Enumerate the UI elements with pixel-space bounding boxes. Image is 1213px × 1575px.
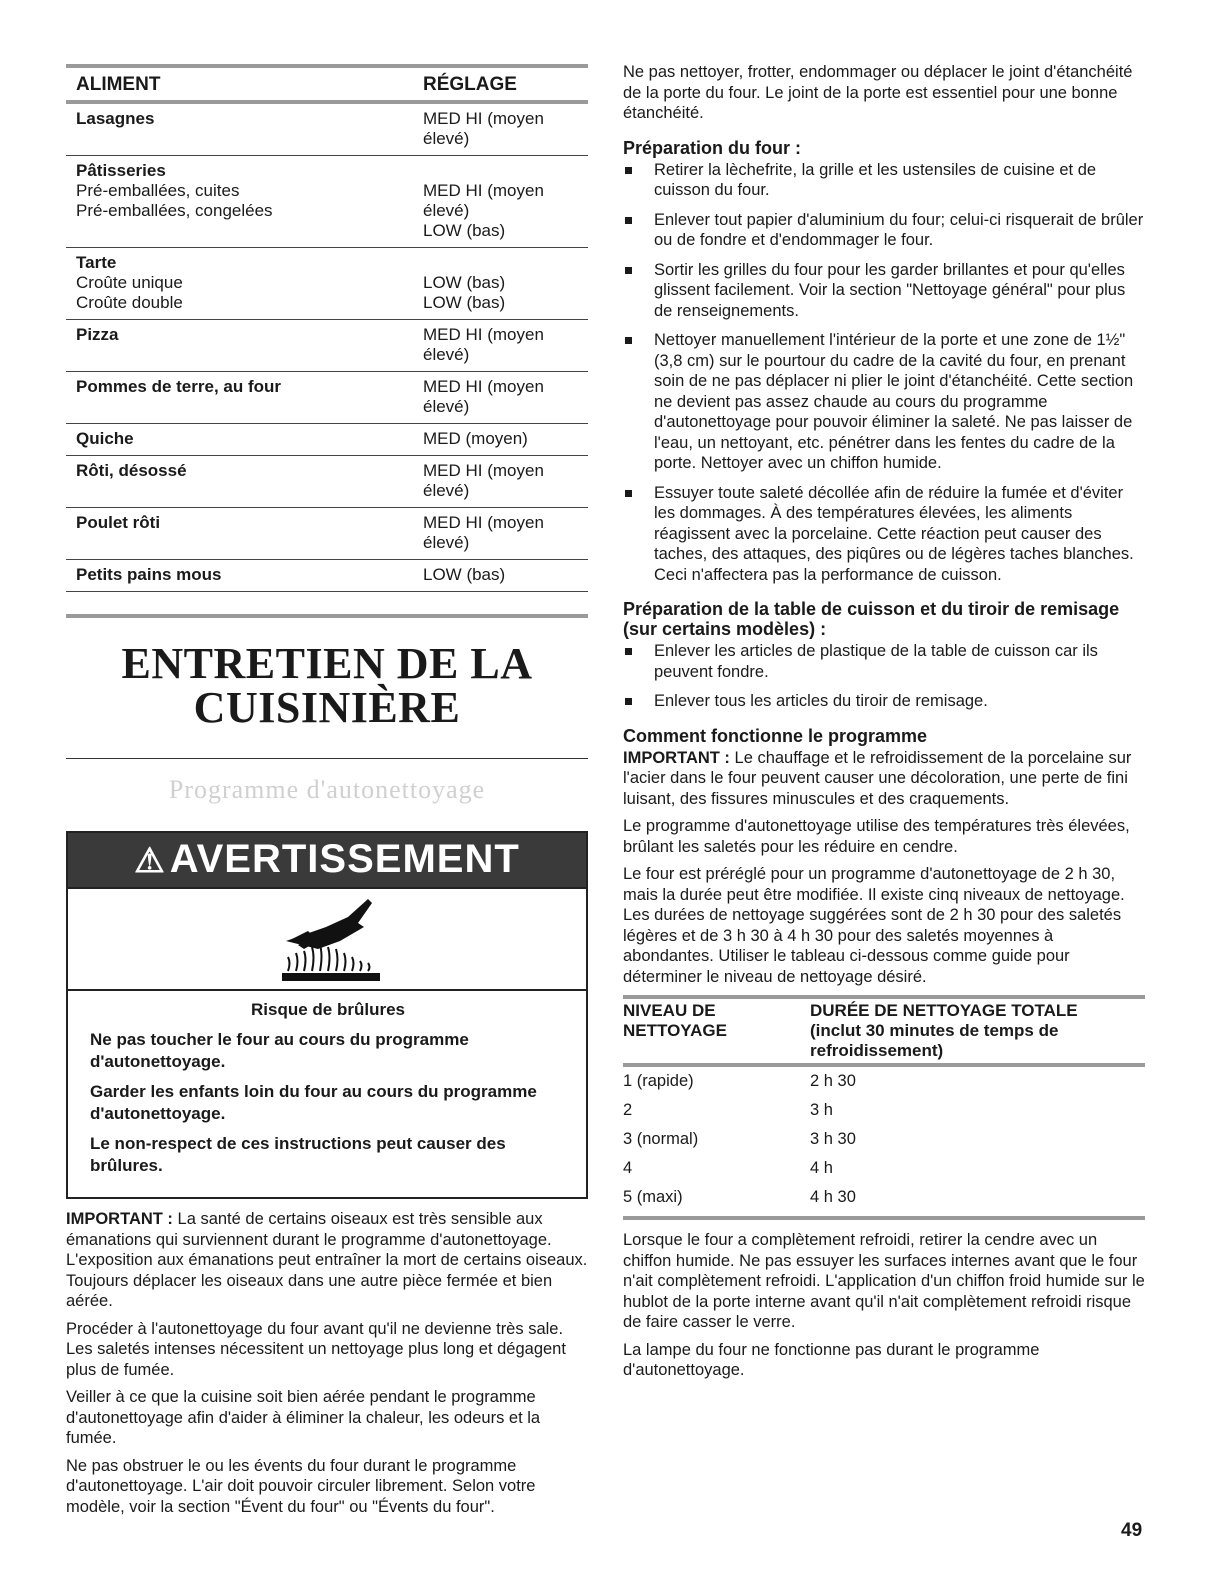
paragraph: Procéder à l'autonettoyage du four avant qu'il ne devienne très sale. Les saletés intenses nécessitent un nettoyage plus long et dégagent plus de fumée.	[66, 1319, 566, 1379]
warning-text	[68, 991, 586, 1197]
paragraph-text: La santé de certains oiseaux est très sensible aux émanations qui surviennent durant le programme d'autonettoyage. L'exposition aux émanations peut entraîner la mort de certains oiseaux. Toujours déplacer les oiseaux dans une autre pièce fermée et bien aérée.	[66, 1210, 588, 1310]
food-setting: MED (moyen)	[423, 429, 528, 448]
paragraph: La lampe du four ne fonctionne pas durant le programme d'autonettoyage.	[623, 1340, 1040, 1379]
food-name: Petits pains mous	[76, 565, 222, 584]
cleaning-duration: 4 h	[810, 1159, 833, 1177]
how-it-works-heading: Comment fonctionne le programme	[623, 725, 928, 746]
cleaning-level: 2	[623, 1101, 633, 1119]
divider	[66, 758, 588, 759]
warning-line: Le non-respect de ces instructions peut causer des brûlures.	[90, 1134, 506, 1175]
food-setting: MED HI (moyen	[423, 181, 544, 200]
warning-banner-text: AVERTISSEMENT	[169, 837, 520, 881]
paragraph: Le programme d'autonettoyage utilise des températures très élevées, brûlant les saletés pour les réduire en cendre.	[623, 817, 1130, 856]
food-name: Pâtisseries	[76, 161, 166, 180]
food-setting: MED HI (moyen élevé)	[423, 325, 544, 364]
cleaning-level: 3 (normal)	[623, 1130, 699, 1148]
food-name: Poulet rôti	[76, 513, 161, 532]
cleaning-level: 4	[623, 1159, 633, 1177]
paragraph: Lorsque le four a complètement refroidi, retirer la cendre avec un chiffon humide. Ne pas essuyer les surfaces internes avant que le four n'ait complètement refroidi. L'application d'un chiffon froid humide sur le hublot de la porte interne avant qu'il n'ait complètement refroidi risque de faire casser le verre.	[623, 1231, 1145, 1331]
food-name: Pommes de terre, au four	[76, 377, 282, 396]
intro-paragraph: Ne pas nettoyer, frotter, endommager ou déplacer le joint d'étanchéité de la porte du four. Le joint de la porte est essentiel pour une bonne étanchéité.	[623, 63, 1133, 122]
cleaning-level: 5 (maxi)	[623, 1188, 683, 1206]
table-row	[66, 372, 588, 424]
food-setting: LOW (bas)	[423, 565, 506, 584]
paragraph: Le four est préréglé pour un programme d'autonettoyage de 2 h 30, mais la durée peut être modifiée. Il existe cinq niveaux de nettoyage. Les durées de nettoyage suggérées sont de 2 h 30 pour des saletés légères et de 3 h 30 à 4 h 30 pour des saletés moyennes à abondantes. Utiliser le tableau ci-dessous comme guide pour déterminer le niveau de nettoyage désiré.	[623, 865, 1125, 986]
warning-line: Ne pas toucher le four au cours du programme d'autonettoyage.	[90, 1030, 469, 1071]
left-column	[66, 64, 588, 1524]
paragraph	[623, 748, 1145, 810]
warning-banner	[68, 833, 586, 889]
warning-box	[66, 831, 588, 1199]
table-bottom-rule	[66, 614, 588, 618]
table-row	[66, 104, 588, 156]
food-setting: MED HI (moyen élevé)	[423, 109, 544, 148]
cleaning-table	[623, 995, 1145, 1220]
food-setting: MED HI (moyen élevé)	[423, 461, 544, 500]
food-variant	[76, 221, 423, 241]
paragraph: Ne pas obstruer le ou les évents du four durant le programme d'autonettoyage. L'air doit pouvoir circuler librement. Selon votre modèle, voir la section "Évent du four" ou "Évents du four".	[66, 1456, 536, 1516]
page-title-line1: ENTRETIEN DE LA	[121, 639, 533, 688]
table-row	[623, 1183, 1145, 1212]
important-label: IMPORTANT :	[66, 1210, 173, 1228]
list-item: Enlever les articles de plastique de la table de cuisson car ils peuvent fondre.	[623, 641, 1145, 682]
warning-triangle-icon: ⚠	[134, 842, 166, 880]
paragraph: Veiller à ce que la cuisine soit bien aérée pendant le programme d'autonettoyage afin d'aider à éliminer la chaleur, les odeurs et la fumée.	[66, 1388, 541, 1447]
list-item: Sortir les grilles du four pour les garder brillantes et pour qu'elles glissent facilement. Voir la section "Nettoyage général" pour plus de renseignements.	[623, 260, 1145, 322]
paragraph-text: Le chauffage et le refroidissement de la porcelaine sur l'acier dans le four peuvent causer une décoloration, une perte de fini luisant, des fissures minuscules et des craquements.	[623, 748, 1132, 808]
food-variant: Croûte unique	[76, 273, 183, 292]
cleaning-duration: 2 h 30	[810, 1072, 856, 1090]
list-item: Nettoyer manuellement l'intérieur de la porte et une zone de 1½" (3,8 cm) sur le pourtour du cadre de la cavité du four, en prenant soin de ne pas déplacer ni plier le joint d'étanchéité. Cette section ne devient pas assez chaude au cours du programme d'autonettoyage pour pouvoir éliminer la saleté. Ne pas laisser de l'eau, un nettoyant, etc. pénétrer dans les fentes du cadre de la porte. Nettoyer avec un chiffon humide.	[623, 330, 1145, 474]
food-setting: LOW (bas)	[423, 221, 506, 240]
cleaning-duration: 3 h	[810, 1101, 833, 1119]
cooktop-prep-list	[623, 641, 1145, 712]
warning-illustration	[68, 889, 586, 991]
cleaning-level: 1 (rapide)	[623, 1072, 694, 1090]
header-level: NIVEAU DE NETTOYAGE	[623, 1001, 727, 1040]
food-setting: MED HI (moyen élevé)	[423, 377, 544, 416]
food-setting: élevé)	[423, 201, 470, 220]
left-paragraphs	[66, 1209, 588, 1517]
page-title-line2: CUISINIÈRE	[193, 683, 461, 732]
table-bottom-rule	[623, 1216, 1145, 1220]
table-row	[66, 320, 588, 372]
page-title	[66, 639, 588, 732]
table-row	[66, 424, 588, 456]
header-setting: RÉGLAGE	[423, 74, 517, 95]
cleaning-table-header	[623, 995, 1145, 1067]
list-item: Essuyer toute saleté décollée afin de réduire la fumée et d'éviter les dommages. À des températures élevées, les aliments réagissent avec la porcelaine. Cette réaction peut causer des taches, des attaques, des piqûres ou de légères taches blanches. Ceci n'affectera pas la performance de cuisson.	[623, 483, 1145, 586]
oven-prep-list	[623, 160, 1145, 586]
warning-line: Garder les enfants loin du four au cours du programme d'autonettoyage.	[90, 1082, 537, 1123]
cleaning-duration: 3 h 30	[810, 1130, 856, 1148]
table-row	[623, 1125, 1145, 1154]
food-name: Pizza	[76, 325, 119, 344]
table-row	[66, 508, 588, 560]
warning-risk: Risque de brûlures	[251, 1000, 405, 1019]
oven-prep-heading: Préparation du four :	[623, 137, 802, 158]
cooking-table-header	[66, 64, 588, 104]
food-setting: LOW (bas)	[423, 293, 506, 312]
table-row	[66, 156, 588, 248]
table-row	[66, 560, 588, 592]
table-row	[623, 1154, 1145, 1183]
section-title: Programme d'autonettoyage	[168, 775, 486, 804]
food-variant: Pré-emballées, congelées	[76, 201, 273, 220]
food-name: Rôti, désossé	[76, 461, 187, 480]
header-duration: DURÉE DE NETTOYAGE TOTALE (inclut 30 minutes de temps de refroidissement)	[810, 1001, 1078, 1060]
header-food: ALIMENT	[76, 74, 161, 95]
food-name: Lasagnes	[76, 109, 155, 128]
page-number: 49	[1121, 1520, 1143, 1541]
list-item: Retirer la lèchefrite, la grille et les ustensiles de cuisine et de cuisson du four.	[623, 160, 1145, 201]
table-row	[623, 1067, 1145, 1096]
food-setting: LOW (bas)	[423, 273, 506, 292]
food-variant: Croûte double	[76, 293, 183, 312]
list-item: Enlever tous les articles du tiroir de remisage.	[623, 691, 1145, 712]
cooking-table	[66, 64, 588, 618]
cleaning-duration: 4 h 30	[810, 1188, 856, 1206]
food-setting: MED HI (moyen élevé)	[423, 513, 544, 552]
list-item: Enlever tout papier d'aluminium du four; celui-ci risquerait de brûler ou de fondre et d'endommager le four.	[623, 210, 1145, 251]
table-row	[66, 456, 588, 508]
important-label: IMPORTANT :	[623, 748, 730, 767]
food-variant: Pré-emballées, cuites	[76, 181, 240, 200]
right-column	[623, 62, 1145, 1388]
table-row	[623, 1096, 1145, 1125]
paragraph	[66, 1209, 588, 1312]
hot-surface-hand-icon	[278, 897, 388, 985]
cooktop-prep-heading: Préparation de la table de cuisson et du tiroir de remisage (sur certains modèles) :	[623, 599, 1120, 639]
table-row	[66, 248, 588, 320]
food-name: Quiche	[76, 429, 134, 448]
food-name: Tarte	[76, 253, 117, 272]
